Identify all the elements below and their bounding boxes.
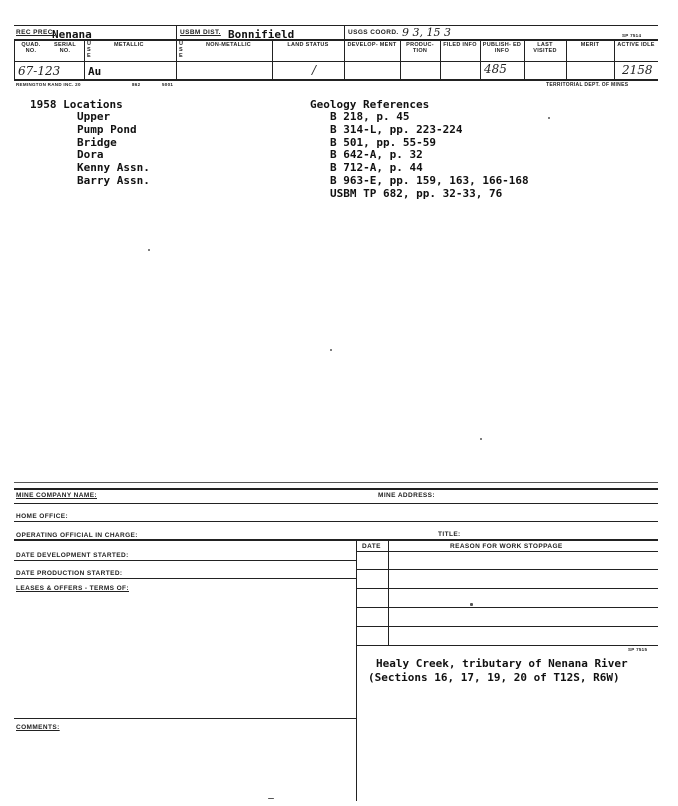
metallic-value: Au xyxy=(88,65,102,78)
land-status-value: / xyxy=(312,63,317,77)
home-office-label: HOME OFFICE: xyxy=(16,513,69,520)
usgs-coord-value: 9 3, 15 3 xyxy=(402,26,451,39)
land-status-header: LAND STATUS xyxy=(287,42,329,48)
geology-item: B 501, pp. 55-59 xyxy=(330,135,436,149)
location-item: Upper xyxy=(77,110,111,123)
location-item: Kenny Assn. xyxy=(77,161,150,175)
usbm-dist-value: Bonnifield xyxy=(228,28,295,41)
form-number: SP 7514 xyxy=(622,33,642,38)
operating-official-label: OPERATING OFFICIAL IN CHARGE: xyxy=(16,532,138,539)
filed-info-header: FILED INFO xyxy=(443,42,477,48)
geology-item: USBM TP 682, pp. 32-33, 76 xyxy=(330,186,503,200)
geology-item: B 642-A, p. 32 xyxy=(330,148,423,162)
merit-header: MERIT xyxy=(580,42,600,48)
quad-no-header: QUAD. NO. xyxy=(21,42,41,54)
geology-item: B 314-L, pp. 223-224 xyxy=(330,122,463,136)
leases-label: LEASES & OFFERS - TERMS OF: xyxy=(16,585,129,592)
title-label: TITLE: xyxy=(438,531,461,538)
location-note-line2: (Sections 16, 17, 19, 20 of T12S, R6W) xyxy=(368,671,620,684)
metallic-header: METALLIC xyxy=(114,42,144,48)
location-item: Bridge xyxy=(77,135,117,149)
use2-header: U S E xyxy=(179,41,184,59)
printer-code-1: 862 xyxy=(132,82,141,87)
date-col-header: DATE xyxy=(362,543,381,550)
reason-col-header: REASON FOR WORK STOPPAGE xyxy=(450,543,563,550)
usgs-coord-label: USGS COORD. xyxy=(348,29,399,36)
location-item: Pump Pond xyxy=(77,122,137,136)
active-idle-value: 2158 xyxy=(622,63,653,77)
published-info-header: PUBLISH- ED INFO xyxy=(482,42,522,54)
rec-prec-value: Nenana xyxy=(52,28,92,41)
form-number-2: SP 7515 xyxy=(628,647,648,652)
scan-speck xyxy=(470,603,473,606)
scan-speck xyxy=(148,249,150,251)
geology-item: B 218, p. 45 xyxy=(330,110,410,123)
scan-speck xyxy=(330,349,332,351)
use-header: U S E xyxy=(87,41,92,59)
scan-speck xyxy=(480,438,482,440)
location-item: Barry Assn. xyxy=(77,173,150,187)
mine-company-label: MINE COMPANY NAME: xyxy=(16,492,97,499)
rec-prec-label: REC PREC. xyxy=(16,29,55,36)
quad-serial-value: 67-123 xyxy=(18,64,61,78)
printer-note: REMINGTON RAND INC. 20 xyxy=(16,82,81,87)
locations-list xyxy=(77,111,150,188)
geology-item: B 963-E, pp. 159, 163, 166-168 xyxy=(330,173,529,187)
geology-list xyxy=(330,111,529,201)
development-header: DEVELOP- MENT xyxy=(347,42,397,48)
mine-address-label: MINE ADDRESS: xyxy=(378,492,435,499)
locations-title: 1958 Locations xyxy=(30,98,123,111)
comments-label: COMMENTS: xyxy=(16,724,60,731)
non-metallic-header: NON-METALLIC xyxy=(206,42,252,48)
date-development-label: DATE DEVELOPMENT STARTED: xyxy=(16,552,129,559)
printer-code-2: 5001 xyxy=(162,82,174,87)
scan-speck xyxy=(268,798,274,799)
active-idle-header: ACTIVE IDLE xyxy=(617,42,655,48)
scan-speck xyxy=(548,117,550,119)
last-visited-header: LAST VISITED xyxy=(533,42,557,54)
production-header: PRODUC- TION xyxy=(406,42,434,54)
date-production-label: DATE PRODUCTION STARTED: xyxy=(16,570,123,577)
dept-note: TERRITORIAL DEPT. OF MINES xyxy=(546,82,629,88)
serial-no-header: SERIAL NO. xyxy=(54,42,76,54)
geology-item: B 712-A, p. 44 xyxy=(330,161,423,175)
location-item: Dora xyxy=(77,148,104,162)
usbm-dist-label: USBM DIST. xyxy=(180,29,221,36)
published-info-value: 485 xyxy=(484,62,507,76)
location-note-line1: Healy Creek, tributary of Nenana River xyxy=(376,657,628,670)
geology-title: Geology References xyxy=(310,98,430,111)
